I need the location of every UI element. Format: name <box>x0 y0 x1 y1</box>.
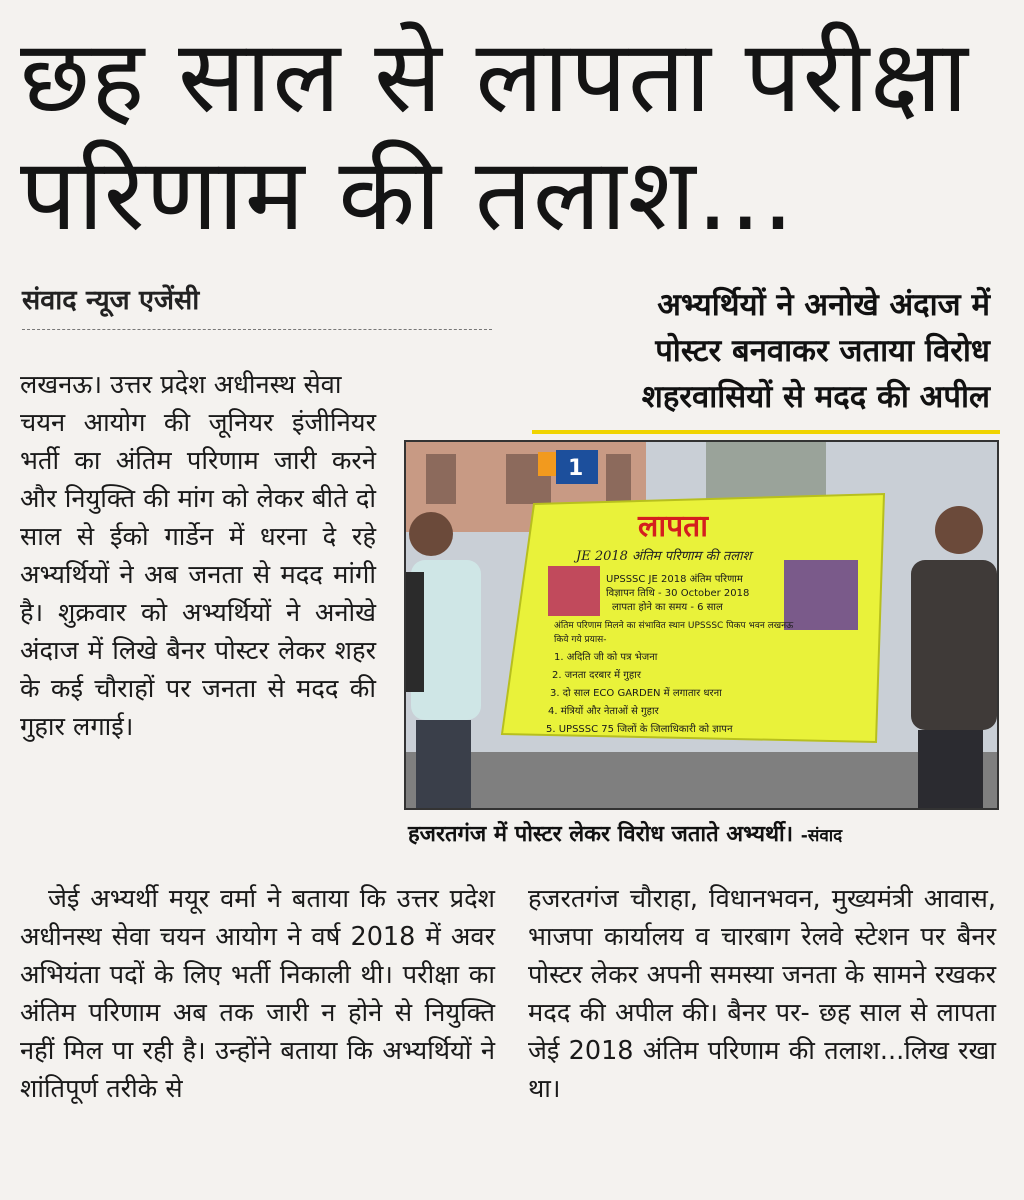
photo-window <box>426 454 456 504</box>
caption-text: हजरतगंज में पोस्टर लेकर विरोध जताते अभ्यर्थी। <box>408 822 794 847</box>
banner-list-item: 4. मंत्रियों और नेताओं से गुहार <box>548 706 659 717</box>
banner-list-item: 1. अदिति जी को पत्र भेजना <box>554 652 658 663</box>
banner-photo-right <box>784 560 858 630</box>
banner-line: लापता होने का समय - 6 साल <box>612 602 723 613</box>
banner-line: UPSSSC JE 2018 अंतिम परिणाम <box>606 574 743 585</box>
caption-credit: -संवाद <box>800 826 843 846</box>
subhead-line: अभ्यर्थियों ने अनोखे अंदाज में <box>657 287 990 323</box>
photo-illustration <box>406 442 997 808</box>
article-column-top-left <box>20 366 376 746</box>
photo-sign-number: 1 <box>568 456 584 481</box>
banner-photo-left <box>548 566 600 616</box>
subhead-underline <box>532 430 1000 434</box>
photo-caption <box>408 818 998 848</box>
article-paragraph: जेई अभ्यर्थी मयूर वर्मा ने बताया कि उत्तर प्रदेश अधीनस्थ सेवा चयन आयोग ने वर्ष 2018 में अवर अभियंता पदों के लिए भर्ती निकाली थी। परीक्षा का अंतिम परिणाम अब तक जारी न होने से नियुक्ति नहीं मिल पा रही है। उन्होंने बताया कि अभ्यर्थियों ने शांतिपूर्ण तरीके से <box>20 884 495 1104</box>
subhead-line: पोस्टर बनवाकर जताया विरोध <box>655 333 990 369</box>
banner-list-item: 2. जनता दरबार में गुहार <box>552 670 641 681</box>
photo-window <box>606 454 631 504</box>
byline: संवाद न्यूज एजेंसी <box>22 280 492 330</box>
photo-road <box>406 752 997 808</box>
news-photo <box>404 440 999 810</box>
subhead-line: शहरवासियों से मदद की अपील <box>641 379 990 415</box>
banner-subtitle: JE 2018 अंतिम परिणाम की तलाश <box>576 549 752 564</box>
subheadline <box>520 282 990 420</box>
banner-line: अंतिम परिणाम मिलने का संभावित स्थान UPSSSC पिकप भवन लखनऊ <box>554 621 794 631</box>
banner-list-item: 3. दो साल ECO GARDEN में लगातार धरना <box>550 688 722 699</box>
article-column-bottom-right <box>528 880 996 1108</box>
article-dateline-line: लखनऊ। उत्तर प्रदेश अधीनस्थ सेवा <box>20 370 342 400</box>
banner-line: किये गये प्रयास- <box>554 635 607 645</box>
headline: छह साल से लापता परीक्षा परिणाम की तलाश... <box>20 18 969 253</box>
banner-list-item: 5. UPSSSC 75 जिलों के जिलाधिकारी को ज्ञापन <box>546 724 733 735</box>
article-paragraph: चयन आयोग की जूनियर इंजीनियर भर्ती का अंतिम परिणाम जारी करने और नियुक्ति की मांग को लेकर बीते दो साल से ईको गार्डेन में धरना दे रहे अभ्यर्थियों ने अब जनता से मदद मांगी है। शुक्रवार को अभ्यर्थियों ने अनोखे अंदाज में लिखे बैनर पोस्टर लेकर शहर के कई चौराहों पर जनता से मदद की गुहार लगाई। <box>20 408 376 742</box>
banner-line: विज्ञापन तिथि - 30 October 2018 <box>606 588 750 599</box>
article-paragraph: हजरतगंज चौराहा, विधानभवन, मुख्यमंत्री आवास, भाजपा कार्यालय व चारबाग रेलवे स्टेशन पर बैनर पोस्टर लेकर अपनी समस्या जनता के सामने रखकर मदद की अपील की। बैनर पर- छह साल से लापता जेई 2018 अंतिम परिणाम की तलाश...लिख रखा था। <box>528 884 996 1104</box>
protest-banner <box>502 494 884 742</box>
banner-title: लापता <box>638 509 709 544</box>
article-column-bottom-left <box>20 880 495 1108</box>
